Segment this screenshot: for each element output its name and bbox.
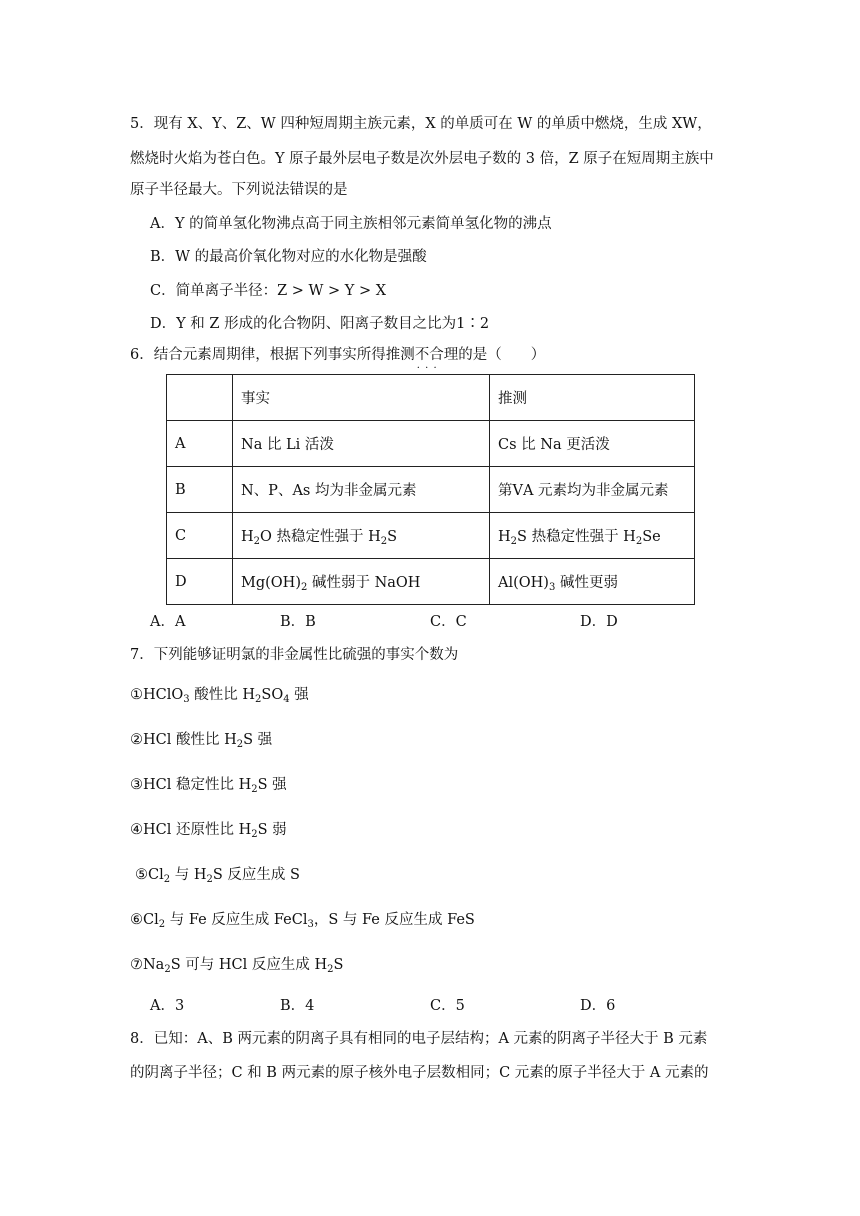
row-fact	[233, 513, 490, 559]
q7-item-5	[135, 865, 300, 885]
q7-stem: 7．下列能够证明氯的非金属性比硫强的事实个数为	[130, 647, 459, 663]
table-header-blank	[167, 375, 233, 421]
q6-stem	[130, 345, 545, 365]
row-inference: 第ⅤA 元素均为非金属元素	[490, 467, 695, 513]
item-text: SO	[261, 687, 284, 703]
item-text: S 强	[257, 777, 287, 793]
item-text: ，S 与 Fe 反应生成 FeS	[313, 912, 475, 928]
inference-subscript: 2	[635, 536, 643, 547]
item-subscript: 2	[158, 919, 166, 930]
q5-option-c: C．简单离子半径：Z > W > Y > X	[150, 283, 387, 299]
q7-item-6	[130, 910, 475, 930]
table-header-inference: 推测	[490, 375, 695, 421]
q7-option-c: C．5	[430, 998, 465, 1014]
item-text: ⑥Cl	[130, 912, 159, 928]
fact-text: O 热稳定性强于 H	[260, 529, 381, 545]
item-text: ④HCl 还原性比 H	[130, 822, 252, 838]
table-row	[167, 559, 695, 605]
inference-subscript: 2	[510, 536, 518, 547]
item-subscript: 2	[236, 739, 244, 750]
item-text: ①HClO	[130, 687, 184, 703]
q6-option-c: C．C	[430, 614, 467, 630]
item-subscript: 2	[164, 964, 171, 975]
item-text: ②HCl 酸性比 H	[130, 732, 237, 748]
item-text: 与 H	[170, 867, 207, 883]
q7-item-2	[130, 730, 272, 750]
item-subscript: 2	[206, 874, 213, 885]
table-header-fact: 事实	[233, 375, 490, 421]
inference-text: Se	[642, 529, 661, 545]
inference-text: Al(OH)	[498, 575, 549, 591]
q7-item-4	[130, 820, 287, 840]
q6-table	[166, 374, 695, 605]
row-fact: N、P、As 均为非金属元素	[233, 467, 490, 513]
q6-stem-emphasis: 不合理 · · ·	[415, 345, 459, 365]
table-header-row	[167, 375, 695, 421]
item-text: S 可与 HCl 反应生成 H	[170, 957, 328, 973]
q6-option-d: D．D	[580, 614, 618, 630]
item-subscript: 2	[255, 694, 262, 705]
q7-item-3	[130, 775, 287, 795]
table-row	[167, 467, 695, 513]
item-text: ③HCl 稳定性比 H	[130, 777, 252, 793]
item-subscript: 2	[251, 784, 258, 795]
item-text: ⑦Na	[130, 957, 165, 973]
item-text: S 反应生成 S	[212, 867, 300, 883]
q7-option-a: A．3	[150, 998, 185, 1014]
q7-item-1	[130, 685, 309, 705]
row-label: B	[167, 467, 233, 513]
item-subscript: 2	[163, 874, 171, 885]
q6-option-a: A．A	[150, 614, 186, 630]
q7-item-7	[130, 955, 343, 975]
fact-text: Mg(OH)	[241, 575, 301, 591]
q5-stem-line-3: 原子半径最大。下列说法错误的是	[130, 182, 348, 198]
inference-text: H	[498, 529, 511, 545]
fact-subscript: 2	[300, 582, 308, 593]
item-subscript: 3	[183, 694, 190, 705]
fact-text: 碱性弱于 NaOH	[307, 575, 421, 591]
fact-text: S	[387, 529, 398, 545]
inference-text: S 热稳定性强于 H	[517, 529, 636, 545]
item-subscript: 4	[283, 694, 290, 705]
q5-option-d: D．Y 和 Z 形成的化合物阴、阳离子数目之比为1∶2	[150, 316, 490, 332]
item-text: S	[333, 957, 344, 973]
q5-stem-line-1: 5．现有 X、Y、Z、W 四种短周期主族元素，X 的单质可在 W 的单质中燃烧，生成 XW，	[130, 116, 712, 132]
inference-subscript: 3	[548, 582, 556, 593]
fact-text: H	[241, 529, 254, 545]
q5-option-b: B．W 的最高价氧化物对应的水化物是强酸	[150, 249, 427, 265]
row-inference	[490, 559, 695, 605]
q7-option-b: B．4	[280, 998, 315, 1014]
item-subscript: 2	[327, 964, 334, 975]
row-label: C	[167, 513, 233, 559]
row-fact	[233, 559, 490, 605]
item-subscript: 2	[251, 829, 258, 840]
row-label: A	[167, 421, 233, 467]
row-inference	[490, 513, 695, 559]
item-text: 与 Fe 反应生成 FeCl	[165, 912, 308, 928]
item-subscript: 3	[307, 919, 314, 930]
fact-subscript: 2	[380, 536, 388, 547]
item-text: ⑤Cl	[135, 867, 164, 883]
row-label: D	[167, 559, 233, 605]
q7-option-d: D．6	[580, 998, 616, 1014]
q8-stem-line-1: 8．已知：A、B 两元素的阴离子具有相同的电子层结构；A 元素的阴离子半径大于 B 元素	[130, 1031, 708, 1047]
item-text: 酸性比 H	[189, 687, 256, 703]
row-inference: Cs 比 Na 更活泼	[490, 421, 695, 467]
q6-stem-pre: 6．结合元素周期律，根据下列事实所得推测	[130, 347, 415, 363]
table-row	[167, 513, 695, 559]
q6-stem-post: 的是（ ）	[458, 347, 546, 363]
fact-subscript: 2	[253, 536, 261, 547]
item-text: S 强	[243, 732, 273, 748]
q5-option-a: A．Y 的简单氢化物沸点高于同主族相邻元素简单氢化物的沸点	[150, 216, 552, 232]
q6-option-b: B．B	[280, 614, 316, 630]
q5-stem-line-2: 燃烧时火焰为苍白色。Y 原子最外层电子数是次外层电子数的 3 倍，Z 原子在短周期主族中	[130, 151, 714, 167]
row-fact: Na 比 Li 活泼	[233, 421, 490, 467]
table-row	[167, 421, 695, 467]
inference-text: 碱性更弱	[555, 575, 618, 591]
q8-stem-line-2: 的阴离子半径；C 和 B 两元素的原子核外电子层数相同；C 元素的原子半径大于 A 元素的	[130, 1065, 709, 1081]
item-text: 强	[289, 687, 309, 703]
item-text: S 弱	[257, 822, 287, 838]
